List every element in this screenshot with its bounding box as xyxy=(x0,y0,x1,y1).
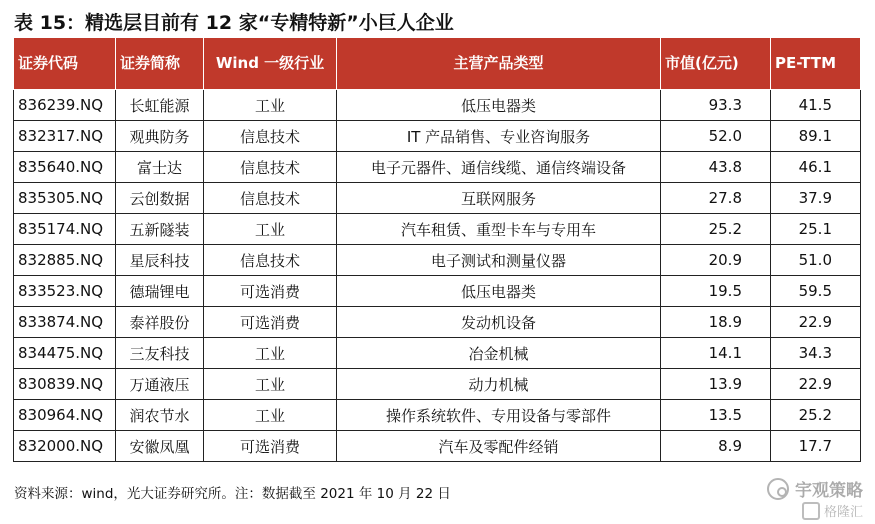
cell-pe: 17.7 xyxy=(771,431,861,462)
cell-industry: 信息技术 xyxy=(204,121,337,152)
cell-pe: 22.9 xyxy=(771,307,861,338)
cell-product: 发动机设备 xyxy=(337,307,661,338)
cell-code: 834475.NQ xyxy=(14,338,116,369)
cell-name: 云创数据 xyxy=(116,183,204,214)
cell-pe: 37.9 xyxy=(771,183,861,214)
cell-code: 833874.NQ xyxy=(14,307,116,338)
cell-name: 星辰科技 xyxy=(116,245,204,276)
gelonghui-logo-icon xyxy=(802,502,820,520)
table-row xyxy=(14,121,861,152)
cell-code: 835640.NQ xyxy=(14,152,116,183)
cell-industry: 工业 xyxy=(204,400,337,431)
cell-market-cap: 27.8 xyxy=(661,183,771,214)
cell-name: 长虹能源 xyxy=(116,90,204,121)
cell-market-cap: 14.1 xyxy=(661,338,771,369)
cell-market-cap: 93.3 xyxy=(661,90,771,121)
cell-product: IT 产品销售、专业咨询服务 xyxy=(337,121,661,152)
cell-product: 低压电器类 xyxy=(337,276,661,307)
cell-industry: 信息技术 xyxy=(204,183,337,214)
cell-market-cap: 52.0 xyxy=(661,121,771,152)
cell-industry: 工业 xyxy=(204,369,337,400)
cell-code: 835305.NQ xyxy=(14,183,116,214)
cell-market-cap: 43.8 xyxy=(661,152,771,183)
cell-product: 动力机械 xyxy=(337,369,661,400)
cell-market-cap: 18.9 xyxy=(661,307,771,338)
header-industry: Wind 一级行业 xyxy=(204,38,337,90)
header-pe: PE-TTM xyxy=(771,38,861,90)
cell-pe: 22.9 xyxy=(771,369,861,400)
table-row xyxy=(14,369,861,400)
cell-code: 830839.NQ xyxy=(14,369,116,400)
cell-name: 德瑞锂电 xyxy=(116,276,204,307)
cell-market-cap: 25.2 xyxy=(661,214,771,245)
watermark-main: 宇观策略 xyxy=(795,481,863,501)
cell-pe: 89.1 xyxy=(771,121,861,152)
cell-market-cap: 20.9 xyxy=(661,245,771,276)
table-row xyxy=(14,431,861,462)
header-name: 证券简称 xyxy=(116,38,204,90)
cell-industry: 工业 xyxy=(204,214,337,245)
wechat-icon xyxy=(767,478,789,500)
cell-product: 互联网服务 xyxy=(337,183,661,214)
cell-name: 五新隧装 xyxy=(116,214,204,245)
cell-industry: 工业 xyxy=(204,338,337,369)
table-header-row xyxy=(14,38,861,90)
cell-name: 富士达 xyxy=(116,152,204,183)
cell-industry: 可选消费 xyxy=(204,276,337,307)
cell-industry: 可选消费 xyxy=(204,431,337,462)
cell-name: 安徽凤凰 xyxy=(116,431,204,462)
header-market-cap: 市值(亿元) xyxy=(661,38,771,90)
table-row xyxy=(14,214,861,245)
cell-product: 低压电器类 xyxy=(337,90,661,121)
cell-industry: 信息技术 xyxy=(204,245,337,276)
cell-code: 835174.NQ xyxy=(14,214,116,245)
cell-product: 电子元器件、通信线缆、通信终端设备 xyxy=(337,152,661,183)
watermark xyxy=(767,476,863,520)
cell-pe: 25.1 xyxy=(771,214,861,245)
source-note: 资料来源：wind，光大证券研究所。注：数据截至 2021 年 10 月 22 日 xyxy=(14,486,451,502)
cell-market-cap: 8.9 xyxy=(661,431,771,462)
table-row xyxy=(14,338,861,369)
cell-market-cap: 13.5 xyxy=(661,400,771,431)
table-title: 表 15：精选层目前有 12 家“专精特新”小巨人企业 xyxy=(14,12,454,34)
header-code: 证券代码 xyxy=(14,38,116,90)
cell-product: 操作系统软件、专用设备与零部件 xyxy=(337,400,661,431)
cell-pe: 34.3 xyxy=(771,338,861,369)
cell-code: 832885.NQ xyxy=(14,245,116,276)
table-row xyxy=(14,307,861,338)
table-row xyxy=(14,183,861,214)
table-row xyxy=(14,276,861,307)
watermark-sub: 格隆汇 xyxy=(823,505,863,520)
table-row xyxy=(14,245,861,276)
cell-name: 润农节水 xyxy=(116,400,204,431)
cell-product: 电子测试和测量仪器 xyxy=(337,245,661,276)
cell-pe: 51.0 xyxy=(771,245,861,276)
cell-market-cap: 13.9 xyxy=(661,369,771,400)
cell-pe: 59.5 xyxy=(771,276,861,307)
table-row xyxy=(14,400,861,431)
cell-name: 泰祥股份 xyxy=(116,307,204,338)
cell-name: 三友科技 xyxy=(116,338,204,369)
cell-name: 万通液压 xyxy=(116,369,204,400)
cell-code: 832317.NQ xyxy=(14,121,116,152)
cell-pe: 46.1 xyxy=(771,152,861,183)
header-product: 主营产品类型 xyxy=(337,38,661,90)
cell-product: 汽车租赁、重型卡车与专用车 xyxy=(337,214,661,245)
cell-industry: 信息技术 xyxy=(204,152,337,183)
stock-table xyxy=(13,37,861,462)
cell-industry: 可选消费 xyxy=(204,307,337,338)
cell-code: 830964.NQ xyxy=(14,400,116,431)
cell-code: 832000.NQ xyxy=(14,431,116,462)
cell-code: 833523.NQ xyxy=(14,276,116,307)
table-row xyxy=(14,90,861,121)
cell-market-cap: 19.5 xyxy=(661,276,771,307)
cell-product: 汽车及零配件经销 xyxy=(337,431,661,462)
table-row xyxy=(14,152,861,183)
cell-pe: 41.5 xyxy=(771,90,861,121)
cell-product: 冶金机械 xyxy=(337,338,661,369)
cell-industry: 工业 xyxy=(204,90,337,121)
cell-code: 836239.NQ xyxy=(14,90,116,121)
cell-name: 观典防务 xyxy=(116,121,204,152)
cell-pe: 25.2 xyxy=(771,400,861,431)
